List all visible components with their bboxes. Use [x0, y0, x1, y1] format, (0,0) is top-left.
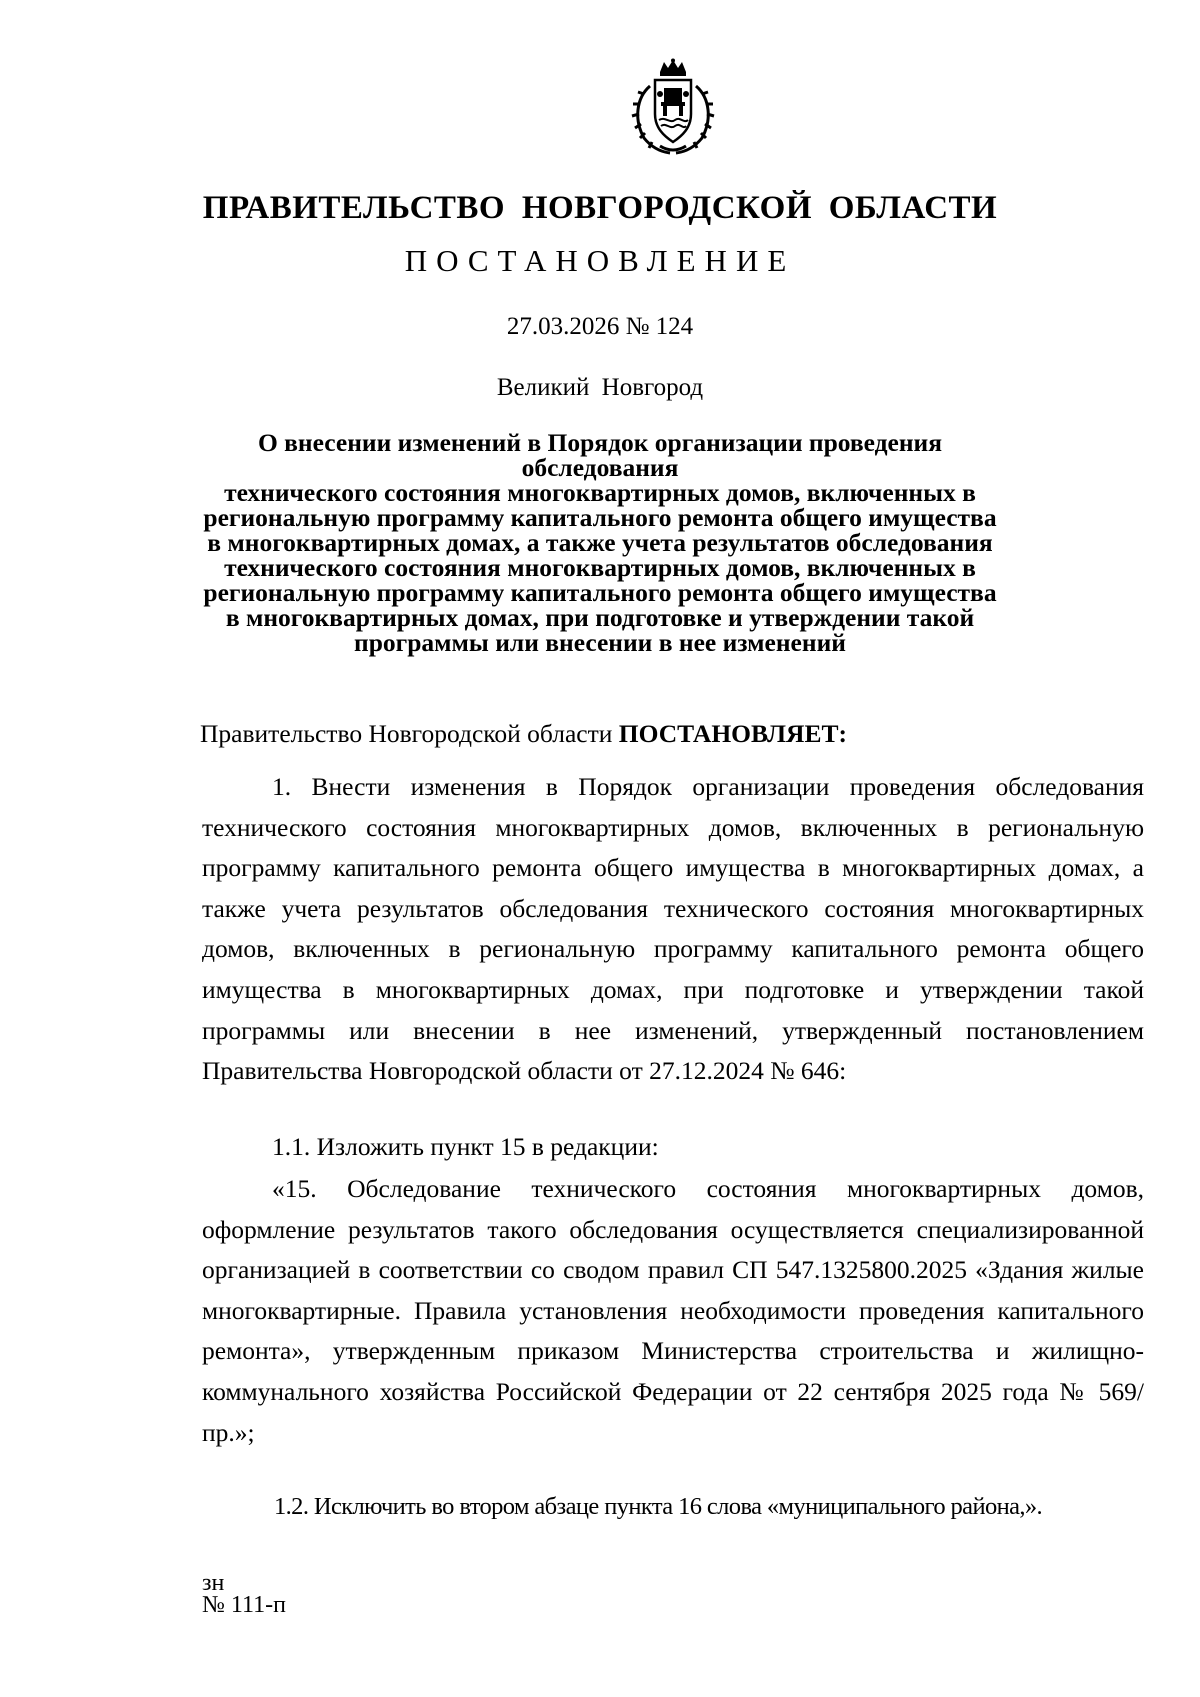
- document-type: ПОСТАНОВЛЕНИЕ: [404, 243, 796, 278]
- heading-line: региональную программу капитального ремонта общего имущества: [203, 578, 997, 607]
- document-place: Великий Новгород: [496, 374, 704, 401]
- novgorod-region-coat-of-arms-icon: [630, 58, 716, 156]
- document-footer-code: [202, 1572, 286, 1616]
- document-date-number: 27.03.2026 № 124: [506, 313, 694, 340]
- heading-line: технического состояния многоквартирных домов, включенных в: [224, 553, 976, 582]
- document-heading: [180, 430, 1020, 655]
- paragraph-1-2: 1.2. Исключить во втором абзаце пункта 16 слова «муниципального района,».: [274, 1493, 1043, 1520]
- heading-line: программы или внесении в нее изменений: [354, 628, 846, 657]
- resolution-intro: [200, 718, 1060, 750]
- heading-line: О внесении изменений в Порядок организации проведения обследования: [257, 428, 943, 482]
- paragraph-15-quote: «15. Обследование технического состояния многоквартирных домов, оформление результатов такого обследования осуществляется специализированной организацией в соответствии со сводом правил СП 547.1325800.2025 «Здания жилые многоквартирные. Правила установления необходимости проведения капитального ремонта», утвержденным приказом Министерства строительства и жилищно-коммунального хозяйства Российской Федерации от 22 сентября 2025 года № 569/пр.»;: [202, 1174, 1144, 1447]
- heading-line: в многоквартирных домах, при подготовке и утверждении такой: [225, 603, 975, 632]
- intro-resolves: ПОСТАНОВЛЯЕТ:: [618, 719, 847, 748]
- heading-line: в многоквартирных домах, а также учета результатов обследования: [207, 528, 993, 557]
- heading-line: технического состояния многоквартирных домов, включенных в: [224, 478, 976, 507]
- footer-initials: зн: [202, 1570, 225, 1596]
- government-title: ПРАВИТЕЛЬСТВО НОВГОРОДСКОЙ ОБЛАСТИ: [202, 190, 998, 226]
- paragraph-1-1: 1.1. Изложить пункт 15 в редакции:: [272, 1132, 659, 1161]
- footer-number: № 111-п: [202, 1592, 286, 1618]
- heading-line: региональную программу капитального ремонта общего имущества: [203, 503, 997, 532]
- intro-text: Правительство Новгородской области: [200, 719, 619, 748]
- paragraph-1: 1. Внести изменения в Порядок организации проведения обследования технического состояния многоквартирных домов, включенных в региональную программу капитального ремонта общего имущества в многоквартирных домах, а также учета результатов обследования технического состояния многоквартирных домов, включенных в региональную программу капитального ремонта общего имущества в многоквартирных домах, при подготовке и утверждении такой программы или внесении в нее изменений, утвержденный постановлением Правительства Новгородской области от 27.12.2024 № 646:: [202, 772, 1144, 1086]
